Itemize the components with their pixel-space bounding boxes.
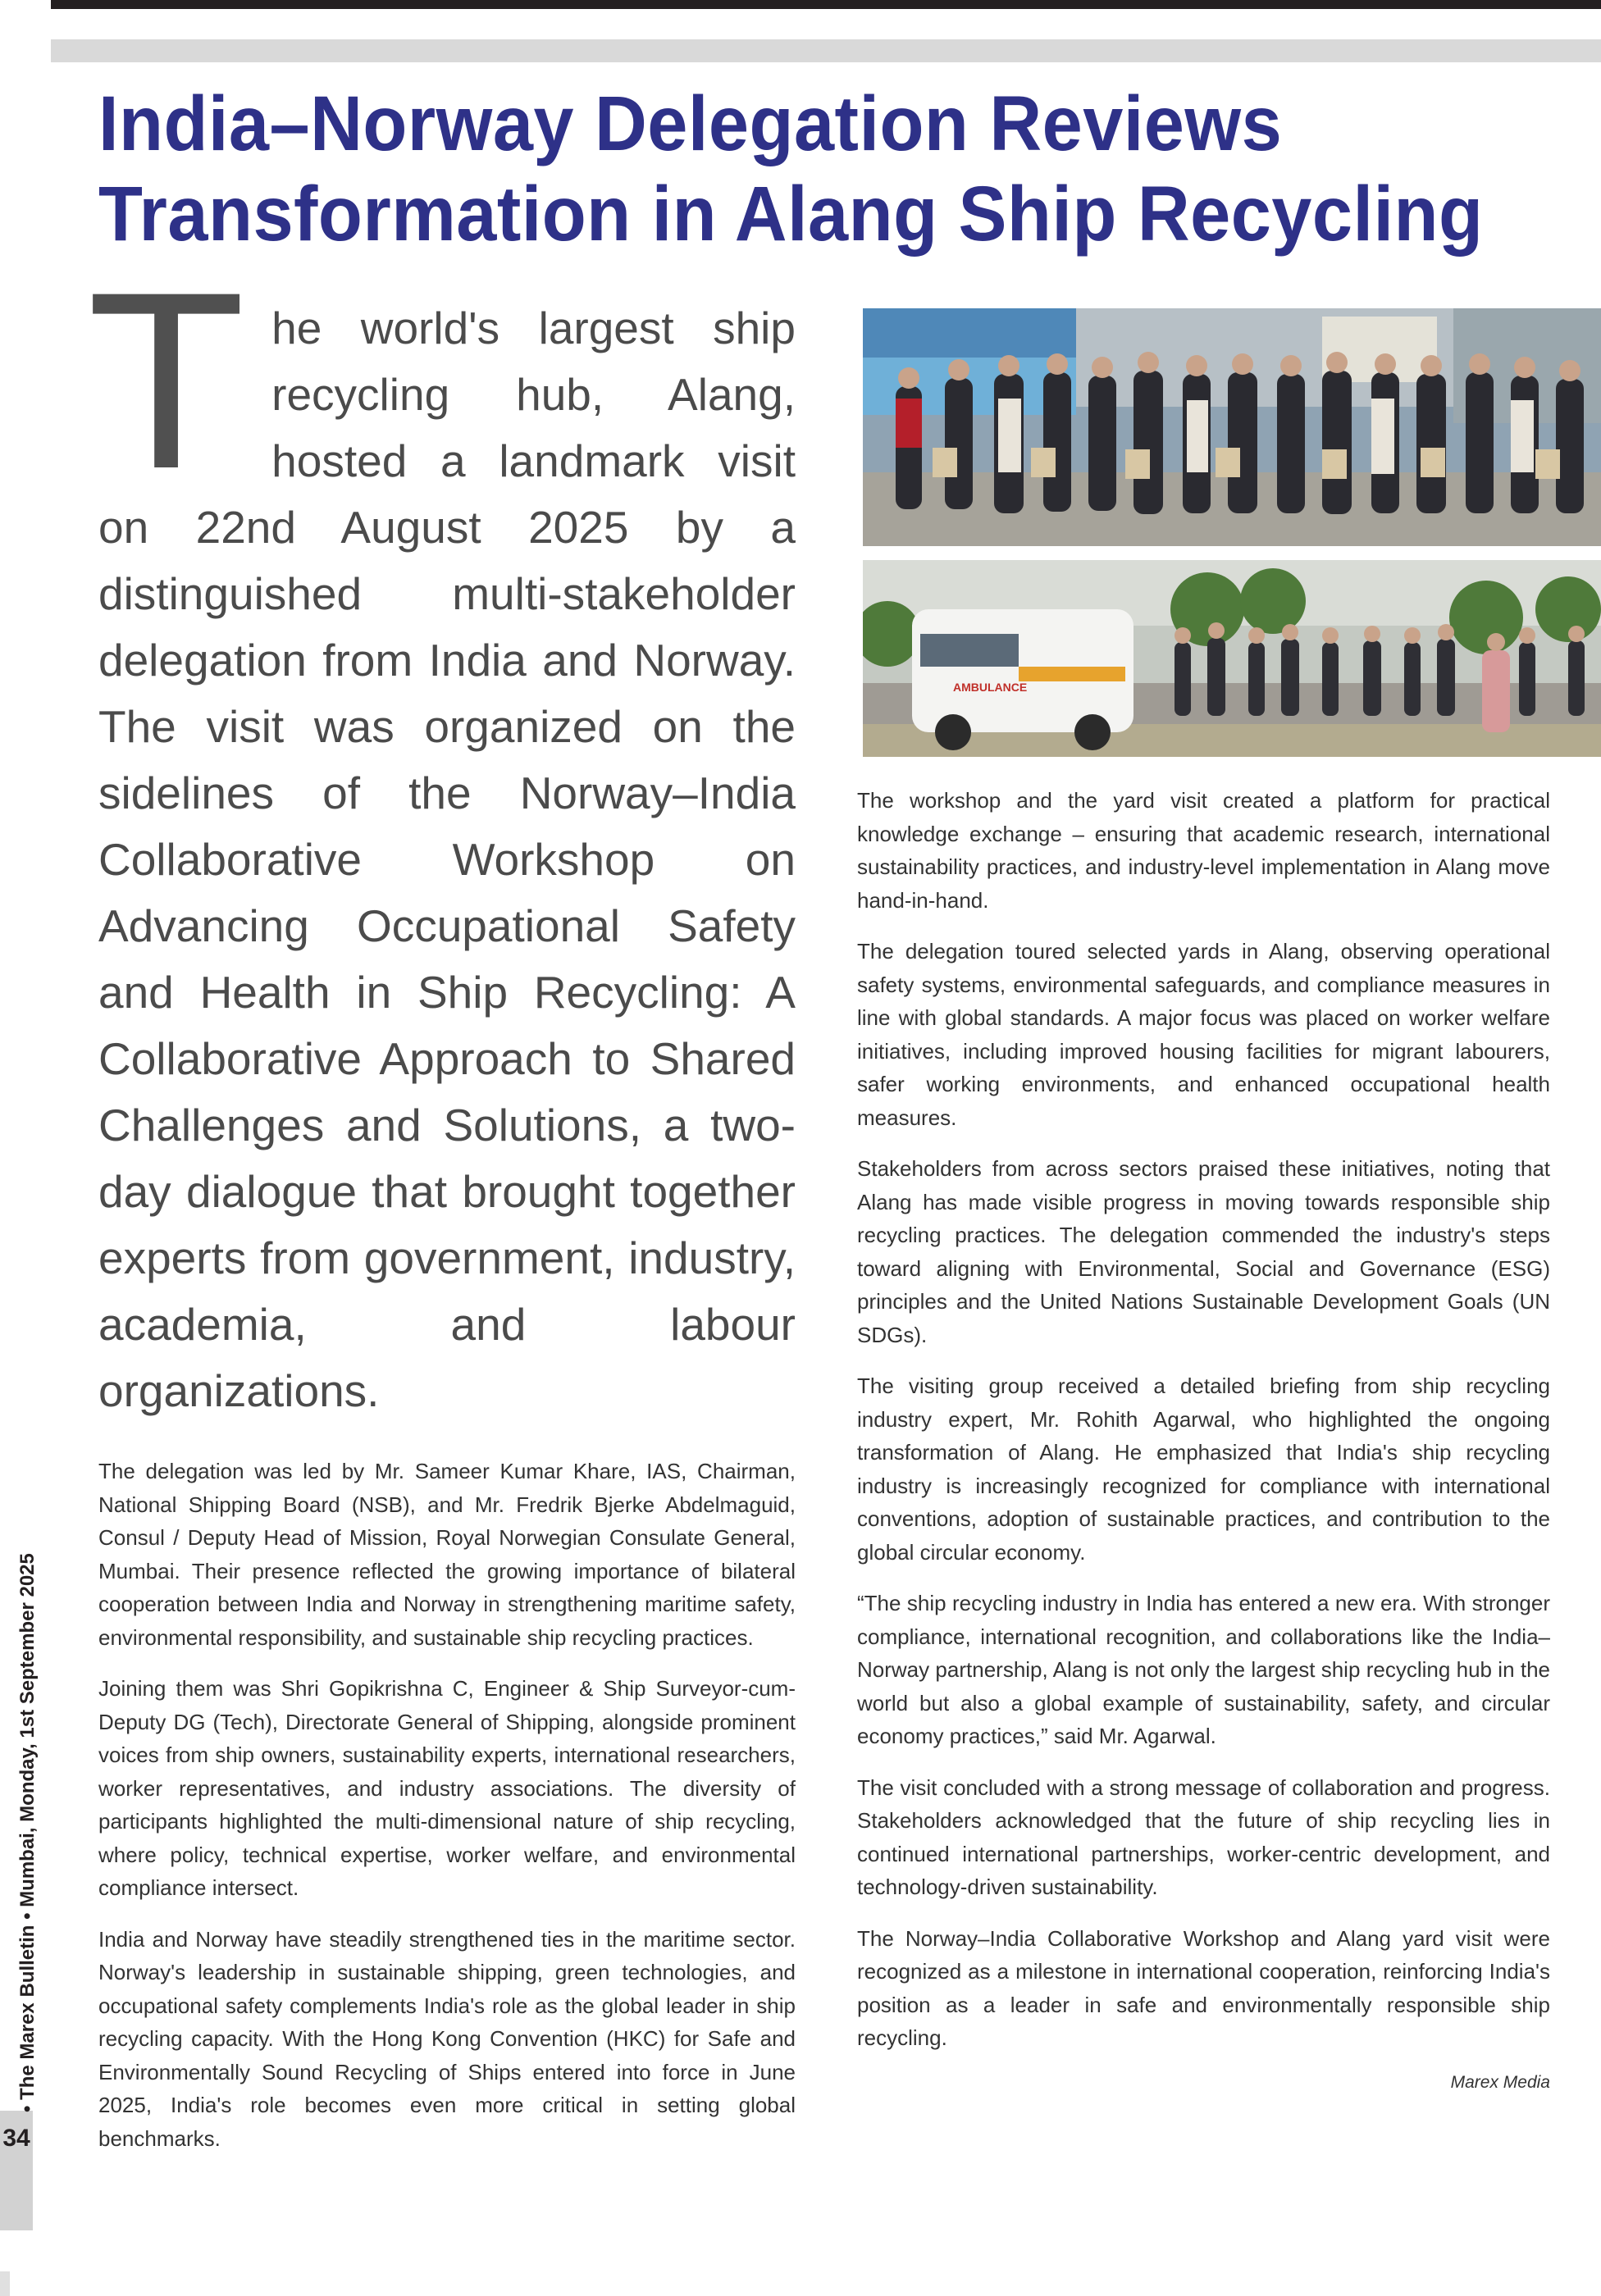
page-number: 34 — [2, 2125, 30, 2152]
body-paragraph: Stakeholders from across sectors praised these initiatives, noting that Alang has made visible progress in moving towards responsible ship recycling practices. The delegation commended the industry's steps toward aligning with Environmental, Social and Governance (ESG) principles and the United Nations Sustainable Development Goals (UN SDGs). — [857, 1156, 1550, 1347]
right-column — [857, 784, 1550, 2093]
body-paragraph: The workshop and the yard visit created a platform for practical knowledge exchange – ensuring that academic research, international sustainability practices, and industry-level implementation in Alang move hand-in-hand. — [857, 788, 1550, 913]
body-paragraph: The Norway–India Collaborative Workshop and Alang yard visit were recognized as a milestone in international cooperation, reinforcing India's position as a leader in safe and environmentally responsible ship recycling. — [857, 1925, 1550, 2050]
header-band — [51, 39, 1601, 62]
headline-line-2: Transformation in Alang Ship Recycling — [98, 171, 1484, 257]
body-paragraph: The delegation was led by Mr. Sameer Kumar Khare, IAS, Chairman, National Shipping Board (NSB), and Mr. Fredrik Bjerke Abdelmaguid, Consul / Deputy Head of Mission, Royal Norwegian Consulate General, Mumbai. Their presence reflected the growing importance of bilateral cooperation between India and Norway in strengthening maritime safety, environmental responsibility, and sustainable ship recycling practices. — [98, 1459, 796, 1650]
lead-text: he world's largest ship recycling hub, Alang, hosted a landmark visit on 22nd August 2025 by a distinguished multi-stakeholder delegation from India and Norway. The visit was organized on the sidelines of the Norway–India Collaborative Workshop on Advancing Occupational Safety and Health in Ship Recycling: A Collaborative Approach to Shared Challenges and Solutions, a two-day dialogue that brought together experts from government, industry, academia, and labour organizations. — [98, 303, 796, 1416]
yard-visit-photo — [863, 560, 1601, 757]
top-rule — [51, 0, 1601, 9]
page-corner-mark — [0, 2271, 10, 2296]
body-paragraph: The visiting group received a detailed briefing from ship recycling industry expert, Mr. Rohith Agarwal, who highlighted the ongoing transformation of Alang. He emphasized that India's ship recycling industry is increasingly recognized for compliance with international conventions, adoption of sustainable practices, and contribution to the global circular economy. — [857, 1374, 1550, 1565]
lead-paragraph — [94, 248, 796, 1424]
left-column — [98, 1455, 796, 2173]
headline-line-1: India–Norway Delegation Reviews — [98, 80, 1283, 167]
quote-paragraph: “The ship recycling industry in India has entered a new era. With stronger compliance, international recognition, and collaborations like the India–Norway partnership, Alang is not only the largest ship recycling hub in the world but also a global example of sustainability, safety, and circular economy practices,” said Mr. Agarwal. — [857, 1591, 1550, 1748]
headline — [98, 79, 1484, 259]
body-paragraph: The visit concluded with a strong message of collaboration and progress. Stakeholders acknowledged that the future of ship recycling lies in continued international partnerships, worker-centric development, and technology-driven sustainability. — [857, 1774, 1550, 1899]
body-paragraph: The delegation toured selected yards in Alang, observing operational safety systems, environmental safeguards, and compliance measures in line with global standards. A major focus was placed on worker welfare initiatives, including improved housing facilities for migrant labourers, safer working environments, and enhanced occupational health measures. — [857, 939, 1550, 1130]
author-credit: Marex Media — [1450, 2072, 1550, 2092]
body-paragraph: India and Norway have steadily strengthened ties in the maritime sector. Norway's leadership in sustainable shipping, green technologies, and occupational safety complements India's role as the global leader in ship recycling capacity. With the Hong Kong Convention (HKC) for Safe and Environmentally Sound Recycling of Ships entered into force in June 2025, India's role becomes even more critical in setting global benchmarks. — [98, 1926, 796, 2151]
ambulance-label: AMBULANCE — [953, 681, 1028, 694]
body-paragraph: Joining them was Shri Gopikrishna C, Engineer & Ship Surveyor-cum-Deputy DG (Tech), Directorate General of Shipping, alongside prominent voices from ship owners, sustainability experts, international researchers, worker representatives, and industry associations. The diversity of participants highlighted the multi-dimensional nature of ship recycling, where policy, technical expertise, worker welfare, and environmental compliance intersect. — [98, 1676, 796, 1900]
drop-cap: T — [94, 248, 239, 524]
running-footer: • The Marex Bulletin • Mumbai, Monday, 1st September 2025 — [16, 1553, 39, 2112]
group-photo — [863, 308, 1601, 546]
